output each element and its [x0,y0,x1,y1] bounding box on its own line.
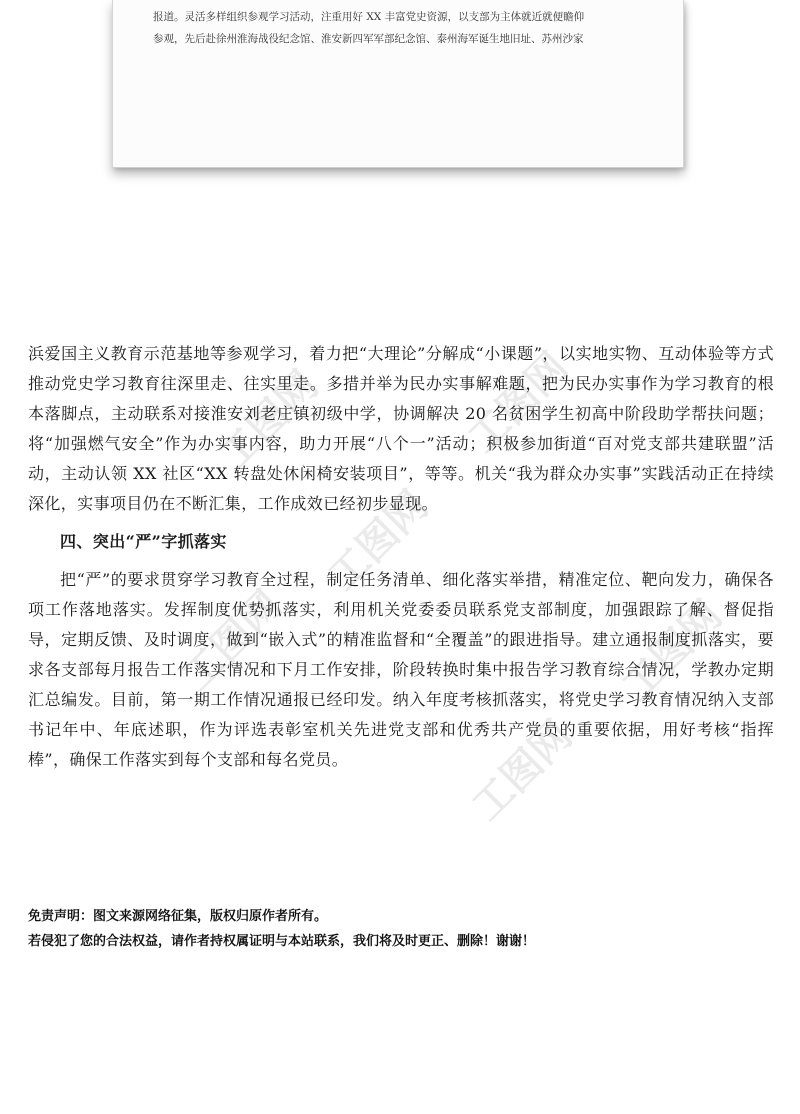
watermark-2: 工图网 [459,344,578,462]
watermark-3: 工图网 [319,482,438,600]
watermark-4: 工图网 [173,582,292,700]
preview-text [153,0,647,50]
section-heading-4: 四、突出“严”字抓落实 [60,532,227,551]
preview-line-2: 参观，先后赴徐州淮海战役纪念馆、淮安新四军军部纪念馆、泰州海军诞生地旧址、苏州沙家 [153,33,584,45]
document-body [28,339,774,775]
watermark-5: 工图网 [613,592,732,710]
disclaimer-line-2: 若侵犯了您的合法权益，请作者持权属证明与本站联系，我们将及时更正、删除！谢谢！ [28,934,536,949]
body-paragraph-section-4: 把“严”的要求贯穿学习教育全过程，制定任务清单、细化落实举措，精准定位、靶向发力，确保各项工作落地落实。发挥制度优势抓落实，利用机关党委委员联系党支部制度，加强跟踪了解、督促指导，定期反馈、及时调度，做到“嵌入式”的精准监督和“全覆盖”的跟进指导。建立通报制度抓落实，要求各支部每月报告工作落实情况和下月工作安排，阶段转换时集中报告学习教育综合情况，学教办定期汇总编发。目前，第一期工作情况通报已经印发。纳入年度考核抓落实，将党史学习教育情况纳入支部书记年中、年底述职，作为评选表彰室机关先进党支部和优秀共产党员的重要依据，用好考核“指挥棒”，确保工作落实到每个支部和每名党员。 [28,570,774,769]
watermark-6: 工图网 [463,712,582,830]
preview-line-1: 报道。灵活多样组织参观学习活动，注重用好 XX 丰富党史资源，以支部为主体就近就便瞻仰 [153,11,585,23]
watermark-1: 工图网 [209,362,328,480]
document-preview-card [112,0,684,168]
body-paragraph-continued: 浜爱国主义教育示范基地等参观学习，着力把“大理论”分解成“小课题”，以实地实物、互动体验等方式推动党史学习教育往深里走、往实里走。多措并举为民办实事解难题，把为民办实事作为学习教育的根本落脚点，主动联系对接淮安刘老庄镇初级中学，协调解决 20 名贫困学生初高中阶段助学帮扶问题；将“加强燃气安全”作为办实事内容，助力开展“八个一”活动；积极参加街道“百对党支部共建联盟”活动，主动认领 XX 社区“XX 转盘处休闲椅安装项目”，等等。机关“我为群众办实事”实践活动正在持续深化，实事项目仍在不断汇集，工作成效已经初步显现。 [28,344,774,513]
disclaimer-line-1: 免责声明：图文来源网络征集，版权归原作者所有。 [28,909,328,924]
disclaimer [28,904,774,954]
